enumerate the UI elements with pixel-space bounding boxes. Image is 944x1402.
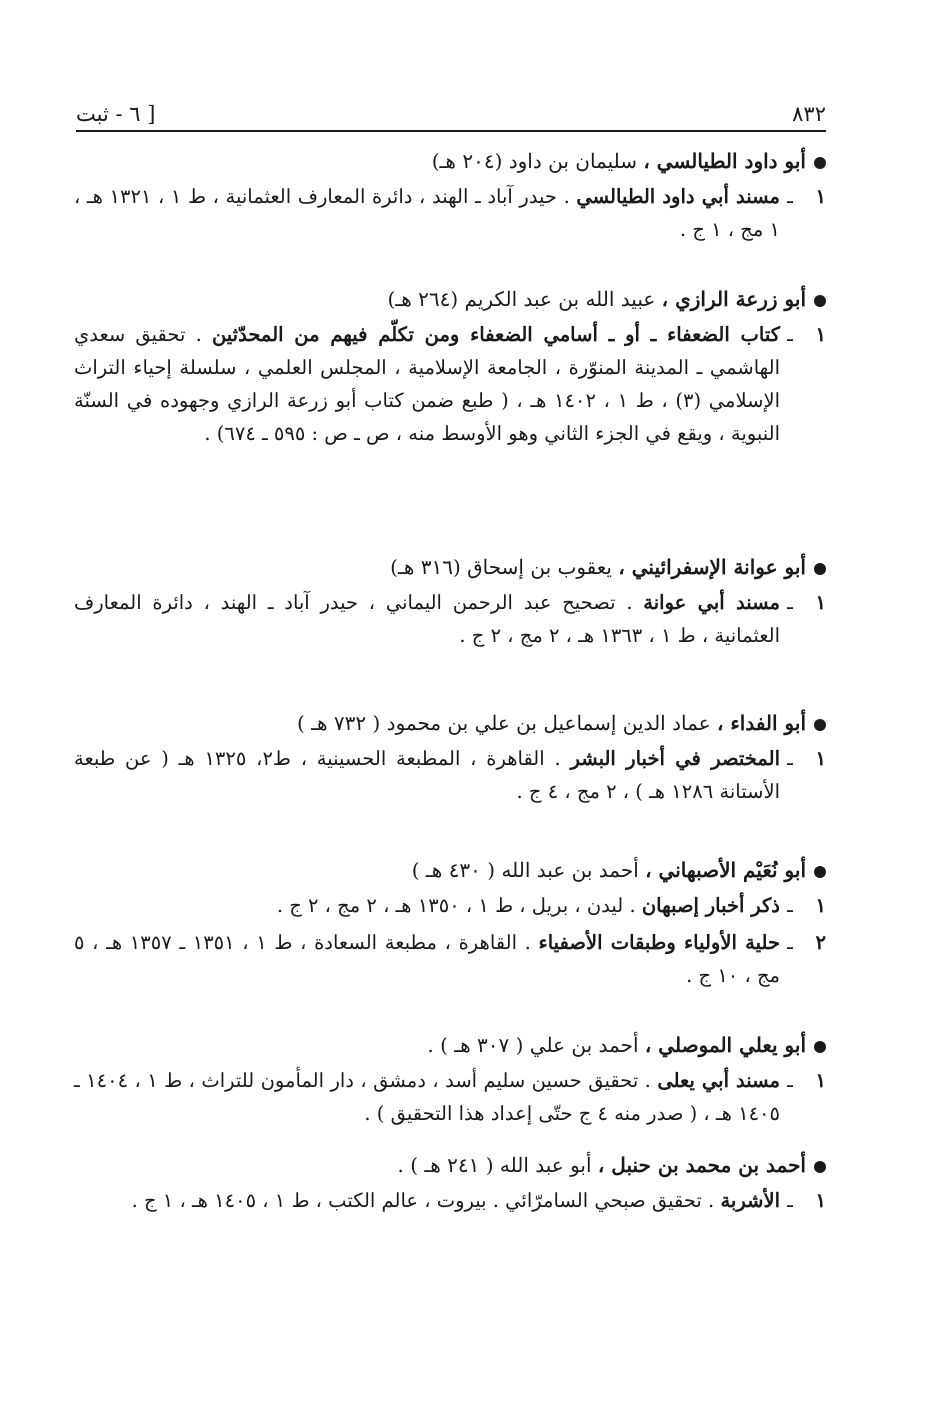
work-body xyxy=(74,180,780,246)
work-title: حلية الأولياء وطبقات الأصفياء xyxy=(538,931,780,954)
bibliography-entry xyxy=(74,146,826,246)
author-name: أبو داود الطيالسي ، xyxy=(643,149,806,173)
work-item xyxy=(74,586,826,652)
work-item xyxy=(74,180,826,246)
work-details: . تصحيح عبد الرحمن اليماني ، حيدر آباد ـ الهند ، دائرة المعارف العثمانية ، ط ١ ، ١٣٦٣ هـ ، ٢ مج ، ٢ ج . xyxy=(74,591,780,647)
work-item xyxy=(74,742,826,808)
author-line xyxy=(74,1150,826,1180)
work-item xyxy=(74,1064,826,1130)
author-name: أبو نُعَيْم الأصبهاني ، xyxy=(645,858,806,882)
work-title: مسند أبي عوانة xyxy=(643,591,780,614)
author-details: سليمان بن داود (٢٠٤ هـ) xyxy=(431,149,638,173)
author-line xyxy=(74,146,826,176)
author-line xyxy=(74,284,826,314)
work-body xyxy=(74,1184,780,1217)
author-name: أبو الفداء ، xyxy=(716,711,806,735)
bibliography-entry xyxy=(74,855,826,992)
author-line xyxy=(74,708,826,738)
bullet-icon xyxy=(814,719,826,731)
bibliography-entry xyxy=(74,1150,826,1217)
work-details: . تحقيق صبحي السامرّائي . بيروت ، عالم الكتب ، ط ١ ، ١٤٠٥ هـ ، ١ ج . xyxy=(131,1189,715,1212)
page-header xyxy=(76,88,826,126)
author-details: أبو عبد الله ( ٢٤١ هـ ) . xyxy=(397,1153,592,1177)
work-title: كتاب الضعفاء ـ أو ـ أسامي الضعفاء ومن تكلّم فيهم من المحدّثين xyxy=(211,323,780,346)
bullet-icon xyxy=(814,866,826,878)
work-item xyxy=(74,318,826,450)
bullet-icon xyxy=(814,563,826,575)
bullet-icon xyxy=(814,157,826,169)
work-number: ٢ xyxy=(815,931,826,954)
work-details: . القاهرة ، مطبعة السعادة ، ط ١ ، ١٣٥١ ـ ١٣٥٧ هـ ، ٥ مج ، ١٠ ج . xyxy=(74,931,780,987)
work-title: الأشربة xyxy=(720,1189,780,1212)
work-body xyxy=(74,1064,780,1130)
work-dash: ـ xyxy=(787,591,793,614)
author-details: أحمد بن عبد الله ( ٤٣٠ هـ ) xyxy=(411,858,639,882)
work-details: . تحقيق سعدي الهاشمي ـ المدينة المنوّرة ، الجامعة الإسلامية ، المجلس العلمي ، سلسلة إحياء التراث الإسلامي (٣) ، ط ١ ، ١٤٠٢ هـ ، ( طبع ضمن كتاب أبو زرعة الرازي وجهوده في السنّة النبوية ، ويقع في الجزء الثاني وهو الأوسط منه ، ص ـ ص : ٥٩٥ ـ ٦٧٤) . xyxy=(74,323,780,445)
work-dash: ـ xyxy=(787,185,793,208)
work-details: . تحقيق حسين سليم أسد ، دمشق ، دار المأمون للتراث ، ط ١ ، ١٤٠٤ ـ ١٤٠٥ هـ ، ( صدر منه ٤ ج حتّى إعداد هذا التحقيق ) . xyxy=(74,1069,780,1125)
work-body xyxy=(74,586,780,652)
bibliography-entry xyxy=(74,1030,826,1130)
work-number: ١ xyxy=(815,323,826,346)
work-number: ١ xyxy=(815,894,826,917)
work-dash: ـ xyxy=(787,323,793,346)
work-dash: ـ xyxy=(787,1189,793,1212)
bullet-icon xyxy=(814,1041,826,1053)
work-number: ١ xyxy=(815,747,826,770)
work-number: ١ xyxy=(815,1069,826,1092)
work-body xyxy=(74,889,780,922)
header-rule xyxy=(76,130,826,132)
author-name: أبو يعلي الموصلي ، xyxy=(644,1033,806,1057)
page-number: ٨٣٢ xyxy=(792,102,826,126)
author-details: أحمد بن علي ( ٣٠٧ هـ ) . xyxy=(427,1033,639,1057)
work-dash: ـ xyxy=(787,1069,793,1092)
work-number: ١ xyxy=(815,1189,826,1212)
author-line xyxy=(74,855,826,885)
bibliography-entry xyxy=(74,284,826,450)
author-name: أبو عوانة الإسفرائيني ، xyxy=(618,555,806,579)
work-details: . القاهرة ، المطبعة الحسينية ، ط٢، ١٣٢٥ هـ ( عن طبعة الأستانة ١٢٨٦ هـ ) ، ٢ مج ، ٤ ج . xyxy=(74,747,780,803)
author-name: أبو زرعة الرازي ، xyxy=(661,287,806,311)
author-details: عماد الدين إسماعيل بن علي بن محمود ( ٧٣٢ هـ ) xyxy=(296,711,711,735)
bullet-icon xyxy=(814,295,826,307)
work-body xyxy=(74,926,780,992)
work-dash: ـ xyxy=(787,747,793,770)
work-item xyxy=(74,926,826,992)
bibliography-entry xyxy=(74,552,826,652)
work-title: ذكر أخبار إصبهان xyxy=(641,894,780,917)
running-title: [ ٦ - ثبت xyxy=(76,102,156,126)
work-item xyxy=(74,1184,826,1217)
author-details: يعقوب بن إسحاق (٣١٦ هـ) xyxy=(390,555,612,579)
work-number: ١ xyxy=(815,185,826,208)
bullet-icon xyxy=(814,1161,826,1173)
work-title: مسند أبي داود الطيالسي xyxy=(576,185,781,208)
work-title: مسند أبي يعلى xyxy=(657,1069,780,1092)
work-dash: ـ xyxy=(787,894,793,917)
work-number: ١ xyxy=(815,591,826,614)
work-details: . حيدر آباد ـ الهند ، دائرة المعارف العثمانية ، ط ١ ، ١٣٢١ هـ ، ١ مج ، ١ ج . xyxy=(74,185,780,241)
work-details: . ليدن ، بريل ، ط ١ ، ١٣٥٠ هـ ، ٢ مج ، ٢ ج . xyxy=(276,894,636,917)
bibliography-entry xyxy=(74,708,826,808)
work-title: المختصر في أخبار البشر xyxy=(570,747,780,770)
work-dash: ـ xyxy=(787,931,793,954)
work-body xyxy=(74,318,780,450)
work-item xyxy=(74,889,826,922)
author-details: عبيد الله بن عبد الكريم (٢٦٤ هـ) xyxy=(387,287,656,311)
author-line xyxy=(74,1030,826,1060)
author-line xyxy=(74,552,826,582)
author-name: أحمد بن محمد بن حنبل ، xyxy=(597,1153,806,1177)
work-body xyxy=(74,742,780,808)
